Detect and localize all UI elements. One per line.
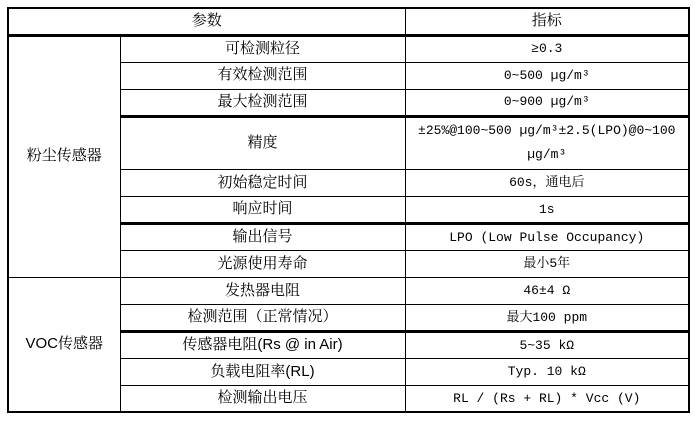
value-cell: 最大100 ppm — [405, 304, 689, 331]
value-cell: 0~900 µg/m³ — [405, 89, 689, 116]
param-cell: 可检测粒径 — [120, 35, 405, 62]
param-cell: 最大检测范围 — [120, 89, 405, 116]
param-cell: 光源使用寿命 — [120, 250, 405, 277]
table-row — [8, 35, 689, 62]
param-cell: 发热器电阻 — [120, 277, 405, 304]
group-cell-dust-sensor: 粉尘传感器 — [8, 35, 120, 277]
value-cell: 0~500 µg/m³ — [405, 62, 689, 89]
param-cell: 输出信号 — [120, 223, 405, 250]
param-cell: 负载电阻率(RL) — [120, 358, 405, 385]
value-cell: 最小5年 — [405, 250, 689, 277]
param-cell: 精度 — [120, 116, 405, 169]
sensor-spec-table — [7, 7, 690, 413]
value-cell: 60s，通电后 — [405, 169, 689, 196]
value-cell: ≥0.3 — [405, 35, 689, 62]
param-cell: 有效检测范围 — [120, 62, 405, 89]
param-cell: 检测范围（正常情况） — [120, 304, 405, 331]
value-cell: 1s — [405, 196, 689, 223]
param-cell: 传感器电阻(Rs @ in Air) — [120, 331, 405, 358]
param-cell: 检测输出电压 — [120, 385, 405, 412]
param-cell: 响应时间 — [120, 196, 405, 223]
value-cell: LPO (Low Pulse Occupancy) — [405, 223, 689, 250]
value-cell: 5~35 kΩ — [405, 331, 689, 358]
value-cell: ±25%@100~500 µg/m³±2.5(LPO)@0~100 µg/m³ — [405, 116, 689, 169]
header-row — [8, 8, 689, 35]
value-cell: Typ. 10 kΩ — [405, 358, 689, 385]
header-value: 指标 — [405, 8, 689, 35]
group-cell-voc-sensor: VOC传感器 — [8, 277, 120, 412]
value-cell: 46±4 Ω — [405, 277, 689, 304]
table-row — [8, 277, 689, 304]
value-cell: RL / (Rs + RL) * Vcc (V) — [405, 385, 689, 412]
param-cell: 初始稳定时间 — [120, 169, 405, 196]
header-param: 参数 — [8, 8, 405, 35]
